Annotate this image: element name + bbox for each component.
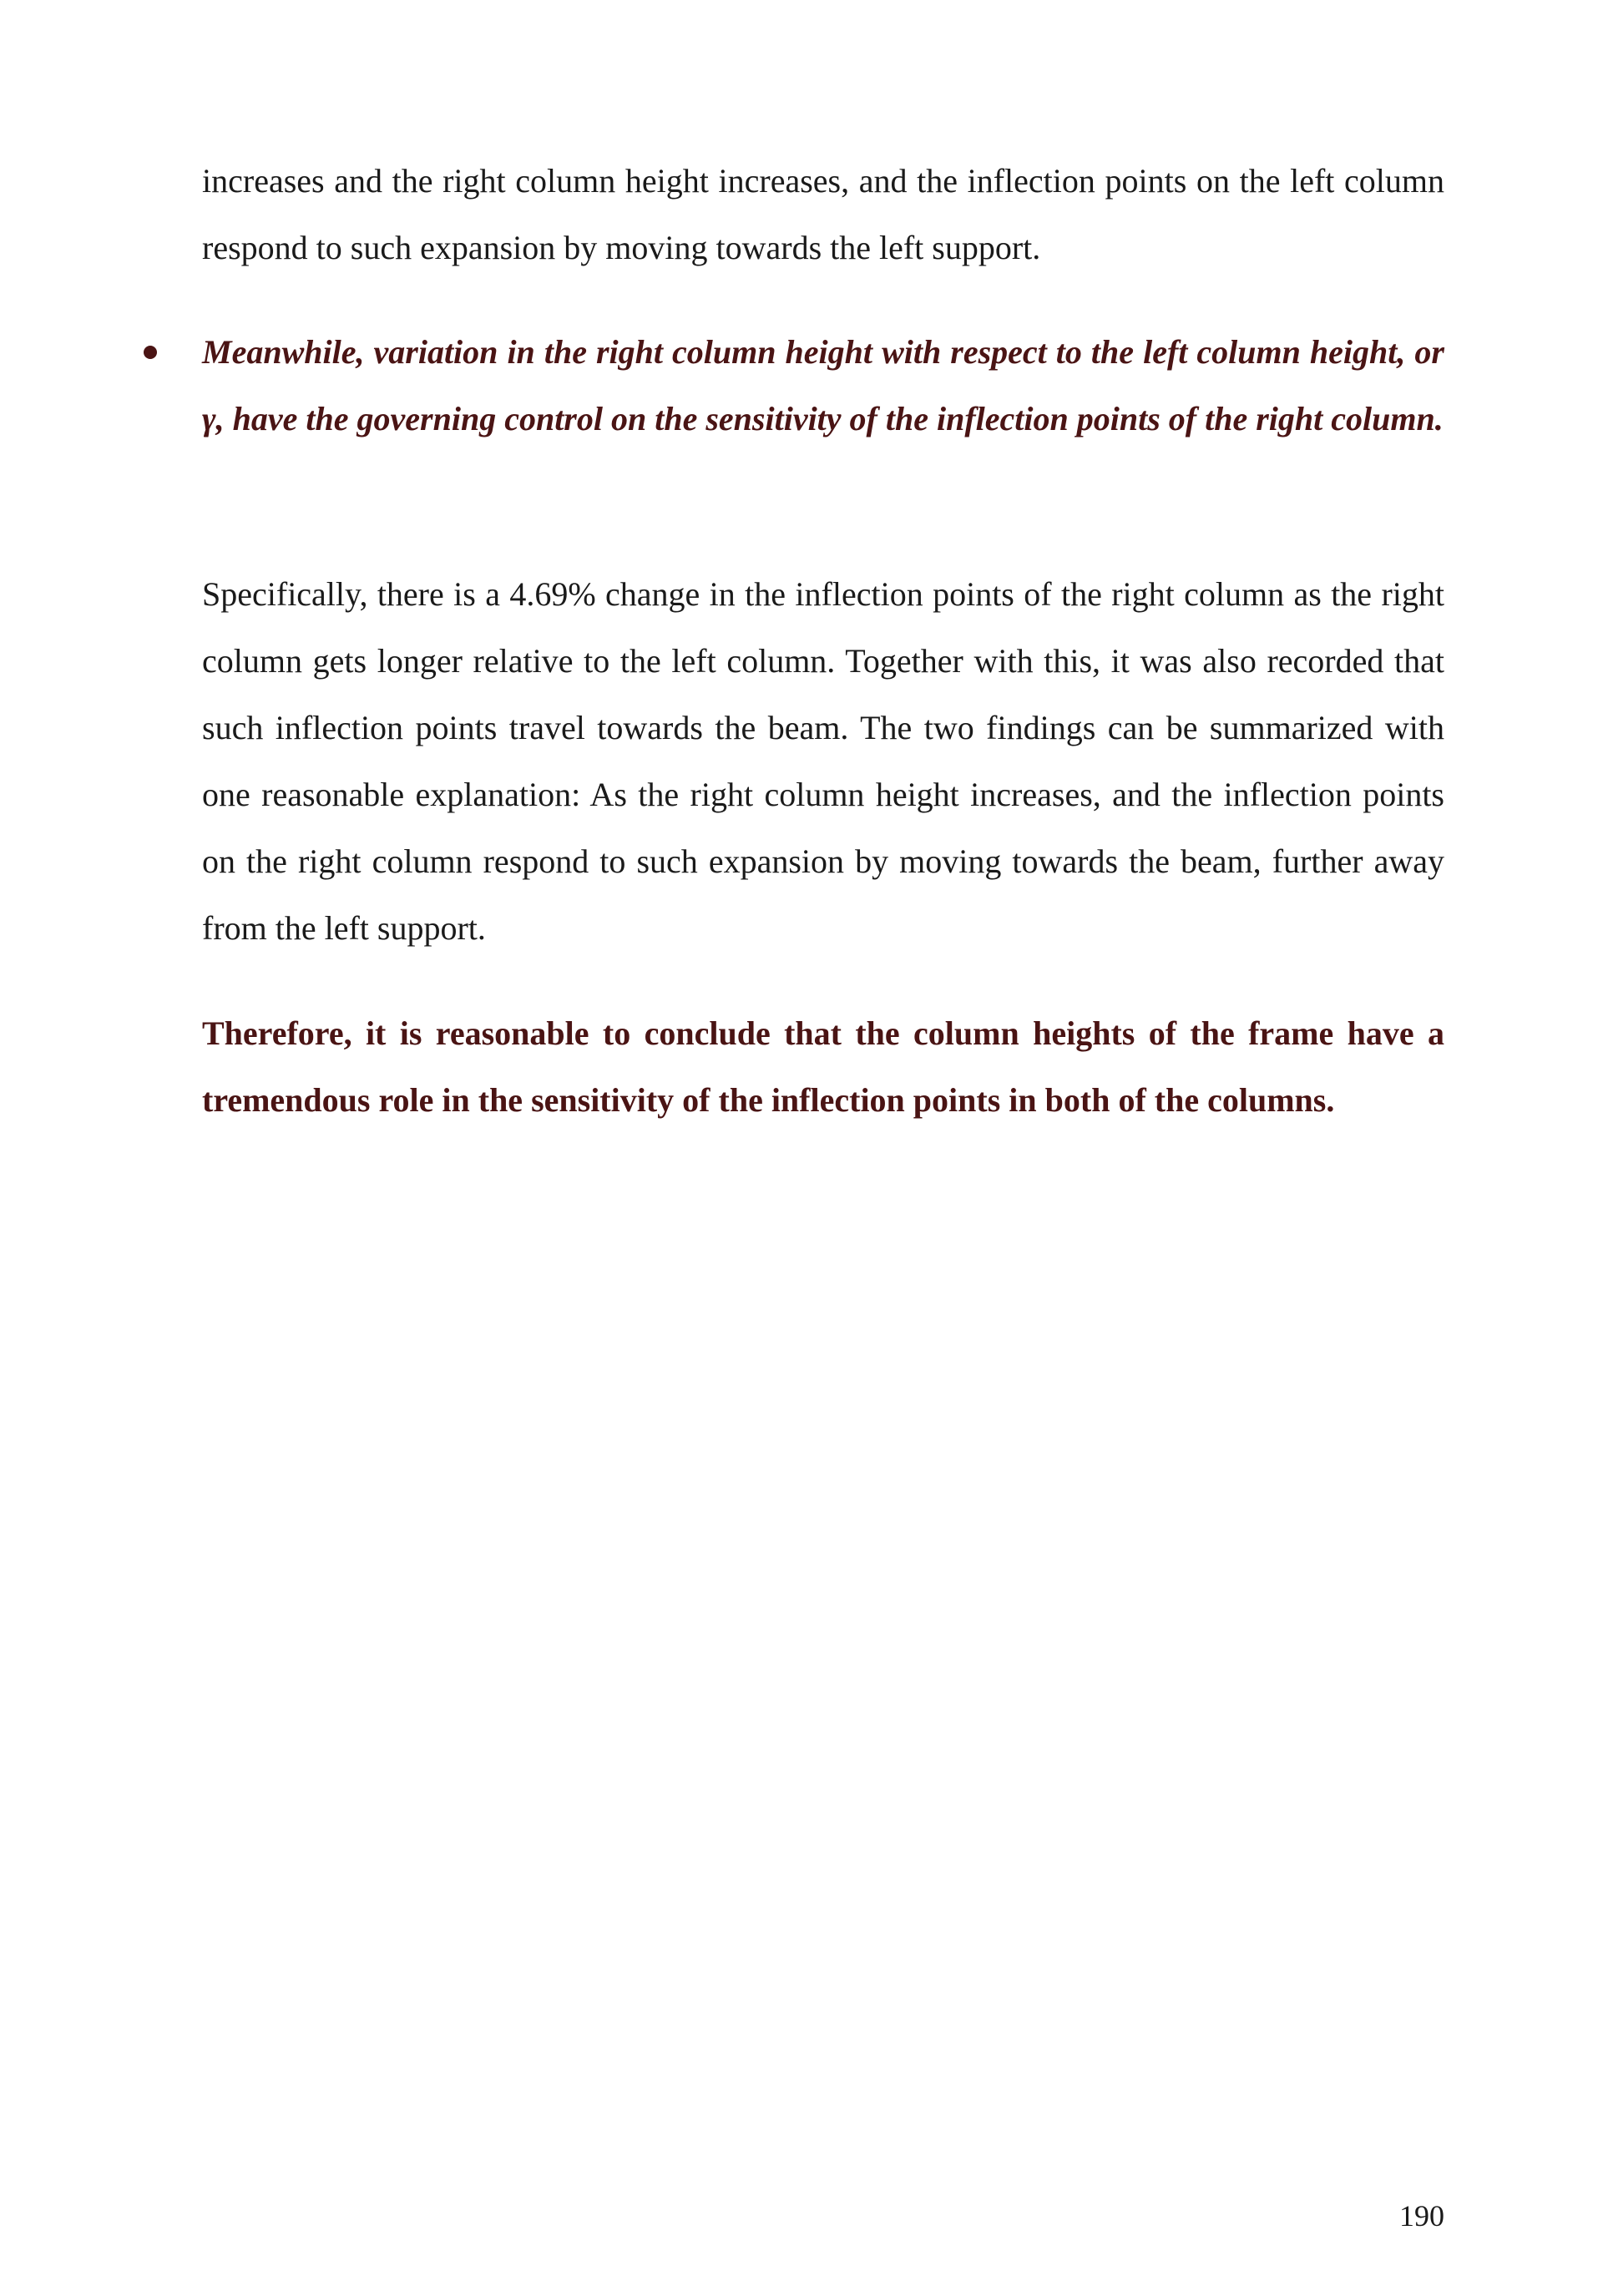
body-paragraph: Specifically, there is a 4.69% change in the inflection points of the right column as the right column gets longer relative to the left column. Together with this, it was also recorded that such inflection points travel towards the beam. The two findings can be summarized with one reasonable explanation: As the right column height increases, and the inflection points on the right column respond to such expansion by moving towards the beam, further away from the left support. — [202, 575, 1444, 947]
conclusion-paragraph: Therefore, it is reasonable to conclude that the column heights of the frame have a tremendous role in the sensitivity of the inflection points in both of the columns. — [202, 1014, 1444, 1119]
bullet-icon — [144, 346, 157, 359]
bullet-paragraph: Meanwhile, variation in the right column height with respect to the left column height, or γ, have the governing control on the sensitivity of the inflection points of the right column. — [202, 333, 1444, 437]
continuation-paragraph: increases and the right column height increases, and the inflection points on the left column respond to such expansion by moving towards the left support. — [202, 162, 1444, 266]
page-number: 190 — [1399, 2199, 1444, 2233]
